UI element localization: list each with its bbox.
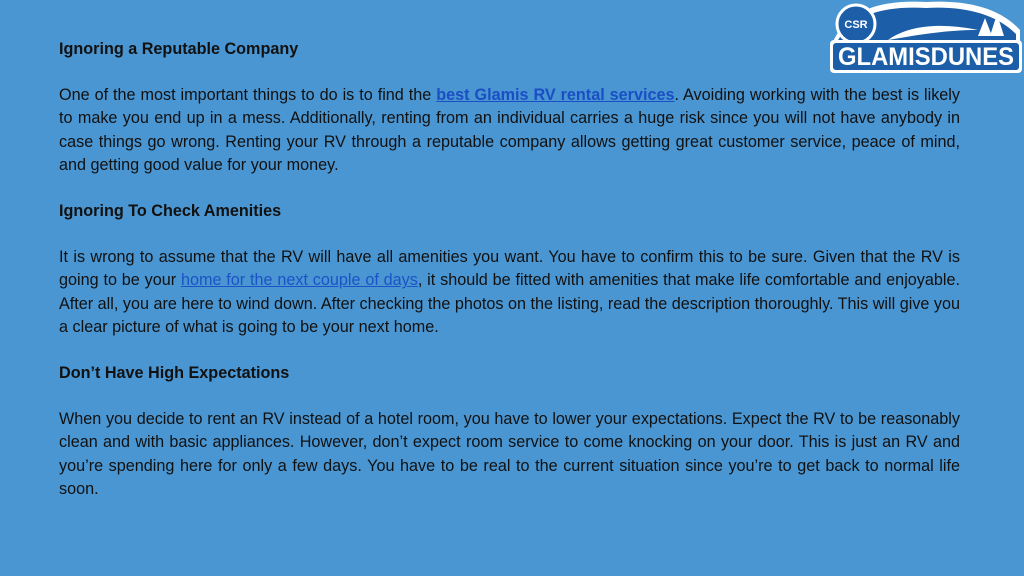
section-paragraph: One of the most important things to do is to find the best Glamis RV rental services. Avoiding working with the best is likely to make you end up in a mess. Additionally, renting from an individual carries a huge risk since you will not have anybody in case things go wrong. Renting your RV through a reputable company allows getting great customer service, peace of mind, and getting good value for your money.	[59, 86, 960, 174]
section-heading: Ignoring a Reputable Company	[59, 40, 299, 58]
logo-badge-text: CSR	[844, 19, 868, 31]
section-paragraph: It is wrong to assume that the RV will have all amenities you want. You have to confirm this to be sure. Given that the RV is going to be your home for the next couple of days, it should be fitted with amenities that make life comfortable and enjoyable. After all, you are here to wind down. After checking the photos on the listing, read the description thoroughly. This will give you a clear picture of what is going to be your next home.	[59, 248, 961, 336]
article-body	[59, 38, 960, 524]
section-heading: Ignoring To Check Amenities	[59, 202, 282, 221]
home-couple-days-link[interactable]: home for the next couple of days	[180, 271, 418, 290]
section-paragraph: When you decide to rent an RV instead of a hotel room, you have to lower your expectations. Expect the RV to be reasonably clean and with basic appliances. However, don’t expect room service to come knocking on your door. This is just an RV and you’re spending here for only a few days. You have to be real to the current situation since you’re to get back to normal life soon.	[59, 410, 960, 498]
logo-wordmark: GLAMISDUNES	[838, 43, 1014, 71]
rental-services-link[interactable]: best Glamis RV rental services	[436, 86, 675, 105]
section-heading: Don’t Have High Expectations	[59, 364, 290, 383]
